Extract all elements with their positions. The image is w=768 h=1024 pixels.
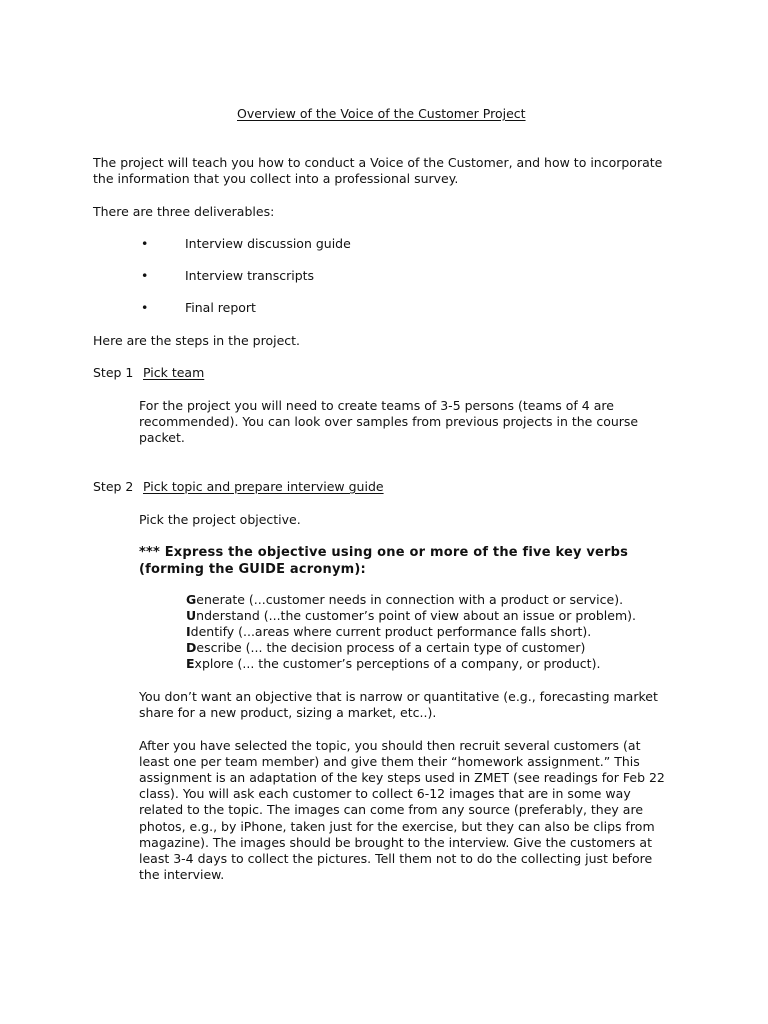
guide-text: escribe (... the decision process of a certain type of customer): [196, 640, 586, 655]
intro-line-1: The project will teach you how to conduct a Voice of the Customer, and how to incorporate: [93, 155, 663, 170]
page-title: Overview of the Voice of the Customer Project: [237, 106, 526, 121]
guide-item-identify: [186, 624, 591, 640]
guide-item-explore: [186, 656, 600, 672]
step1-body-line: recommended). You can look over samples from previous projects in the course: [139, 414, 639, 429]
step1-body-line: packet.: [139, 430, 185, 445]
deliverable-item: Interview transcripts: [185, 268, 315, 283]
guide-item-describe: [186, 640, 585, 656]
guide-text: nderstand (...the customer’s point of view about an issue or problem).: [196, 608, 636, 623]
intro-line-2: the information that you collect into a professional survey.: [93, 171, 459, 186]
bullet-marker: •: [141, 300, 149, 315]
deliverable-item: Final report: [185, 300, 256, 315]
express-heading-line: *** Express the objective using one or more of the five key verbs: [139, 545, 629, 560]
guide-letter: I: [186, 624, 191, 639]
step1-label: Step 1: [93, 365, 134, 380]
after-topic-line: the interview.: [139, 867, 225, 882]
step1-title: Pick team: [143, 365, 205, 380]
step2-objective: Pick the project objective.: [139, 512, 301, 527]
deliverable-item: Interview discussion guide: [185, 236, 351, 251]
guide-letter: D: [186, 640, 197, 655]
bullet-marker: •: [141, 268, 149, 283]
after-topic-line: class). You will ask each customer to collect 6-12 images that are in some way: [139, 786, 631, 801]
after-topic-line: photos, e.g., by iPhone, taken just for the exercise, but they can also be clips from: [139, 819, 655, 834]
guide-item-generate: [186, 592, 623, 608]
after-topic-line: least one per team member) and give them their “homework assignment.” This: [139, 754, 640, 769]
after-topic-line: magazine). The images should be brought to the interview. Give the customers at: [139, 835, 652, 850]
guide-letter: G: [186, 592, 197, 607]
after-topic-line: related to the topic. The images can come from any source (preferably, they are: [139, 802, 644, 817]
narrow-note-line: share for a new product, sizing a market, etc..).: [139, 705, 437, 720]
after-topic-line: After you have selected the topic, you should then recruit several customers (at: [139, 738, 641, 753]
deliverables-intro: There are three deliverables:: [93, 204, 275, 219]
guide-letter: E: [186, 656, 195, 671]
guide-letter: U: [186, 608, 197, 623]
guide-item-understand: [186, 608, 636, 624]
bullet-marker: •: [141, 236, 149, 251]
guide-text: dentify (...areas where current product performance falls short).: [190, 624, 592, 639]
step1-body-line: For the project you will need to create teams of 3-5 persons (teams of 4 are: [139, 398, 614, 413]
guide-text: xplore (... the customer’s perceptions of a company, or product).: [194, 656, 601, 671]
step2-label: Step 2: [93, 479, 134, 494]
narrow-note-line: You don’t want an objective that is narrow or quantitative (e.g., forecasting market: [139, 689, 658, 704]
after-topic-line: assignment is an adaptation of the key steps used in ZMET (see readings for Feb 22: [139, 770, 665, 785]
after-topic-line: least 3-4 days to collect the pictures. Tell them not to do the collecting just before: [139, 851, 653, 866]
step2-title: Pick topic and prepare interview guide: [143, 479, 384, 494]
guide-text: enerate (...customer needs in connection with a product or service).: [196, 592, 624, 607]
steps-intro: Here are the steps in the project.: [93, 333, 301, 348]
express-heading-line: (forming the GUIDE acronym):: [139, 562, 366, 577]
